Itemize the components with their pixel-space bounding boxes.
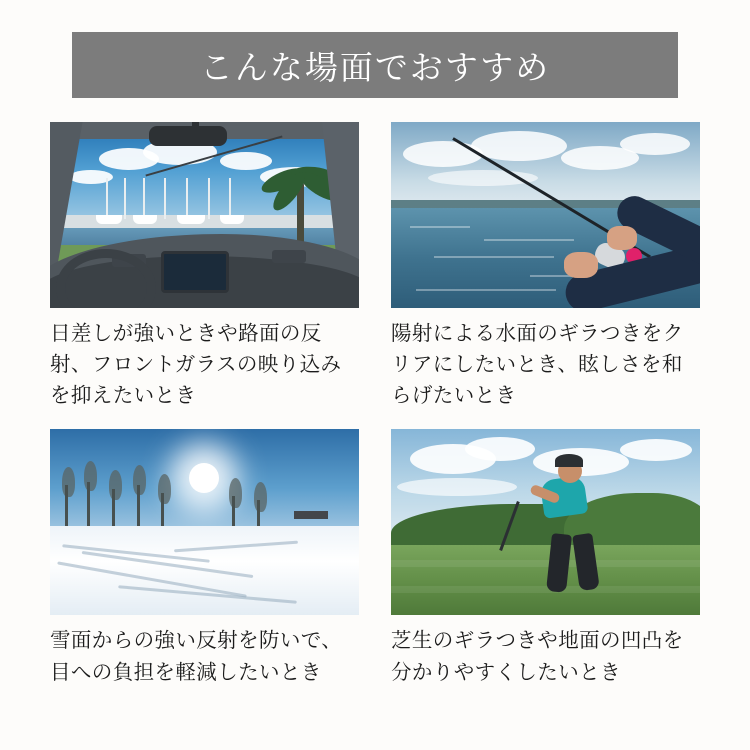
fairway	[391, 545, 700, 616]
scene-caption: 雪面からの強い反射を防いで、目への負担を軽減したいとき	[50, 629, 343, 684]
tree	[254, 482, 267, 512]
scene-caption: 日差しが強いときや路面の反射、フロントガラスの映り込みを抑えたいとき	[50, 322, 342, 408]
cloud-icon	[220, 152, 272, 170]
scene-card	[391, 122, 700, 411]
fishing-rod-photo	[391, 122, 700, 308]
cloud-icon	[620, 133, 690, 155]
sailboat-mast	[143, 178, 145, 219]
boat-hull	[133, 215, 157, 224]
water-glint	[484, 239, 574, 241]
sailboat-mast	[106, 178, 108, 219]
scene-caption: 芝生のギラつきや地面の凹凸を分かりやすくしたいとき	[391, 629, 684, 684]
cloud-icon	[620, 439, 692, 461]
golf-swing-photo	[391, 429, 700, 615]
cloud-icon	[465, 437, 535, 461]
cloud-icon	[143, 139, 217, 165]
hut-roof	[294, 511, 328, 519]
scene-caption: 陽射による水面のギラつきをクリアにしたいとき、眩しさを和らげたいとき	[391, 322, 684, 408]
dashboard-lower	[50, 256, 359, 308]
angler-hand	[607, 226, 637, 250]
tree	[229, 478, 242, 508]
page-title: こんな場面でおすすめ	[199, 48, 551, 86]
snow-field-photo	[50, 429, 359, 615]
sailboat-mast	[186, 178, 188, 219]
section-banner	[72, 32, 678, 98]
sun-icon	[189, 463, 219, 493]
sailboat-mast	[208, 178, 210, 219]
water-glint	[416, 289, 556, 291]
grass-strip	[50, 245, 359, 264]
cloud-icon	[397, 478, 517, 496]
sailboat-mast	[229, 178, 231, 219]
scene-card-grid	[50, 122, 700, 688]
mow-stripe	[391, 586, 700, 593]
scene-card	[50, 429, 359, 687]
scene-card	[391, 429, 700, 687]
boat-hull	[96, 215, 122, 224]
sailboat-mast	[164, 178, 166, 219]
tree	[84, 461, 97, 491]
mow-stripe	[391, 560, 700, 567]
water-glint	[434, 256, 554, 258]
scene-card	[50, 122, 359, 411]
boat-hull	[177, 215, 205, 224]
tree	[158, 474, 171, 504]
golfer-cap	[555, 454, 583, 467]
water-glint	[410, 226, 470, 228]
boat-hull	[220, 215, 244, 224]
angler-hand	[564, 252, 598, 278]
sailboat-mast	[124, 178, 126, 219]
car-windshield-photo	[50, 122, 359, 308]
tree	[109, 470, 122, 500]
